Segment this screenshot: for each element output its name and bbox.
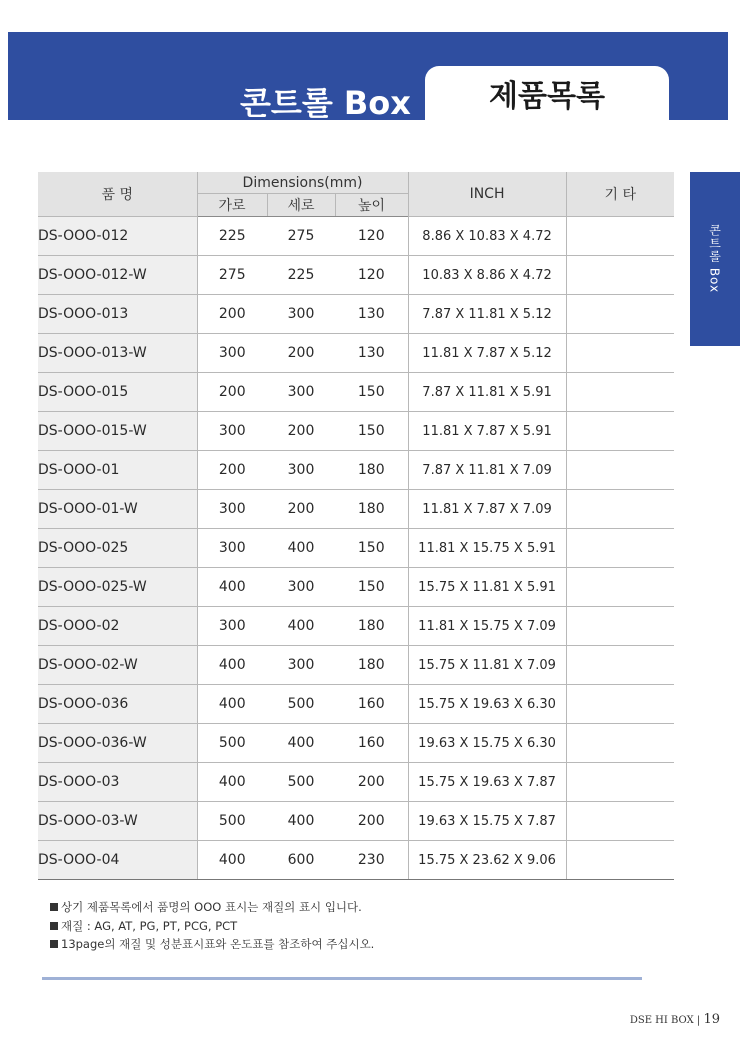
cell-inch: 7.87 X 11.81 X 5.12 bbox=[408, 295, 566, 334]
cell-inch: 11.81 X 7.87 X 5.12 bbox=[408, 334, 566, 373]
table-row bbox=[38, 490, 674, 529]
cell-etc bbox=[566, 529, 674, 568]
cell-etc bbox=[566, 607, 674, 646]
cell-width: 200 bbox=[197, 451, 267, 490]
table-row bbox=[38, 217, 674, 256]
cell-etc bbox=[566, 724, 674, 763]
cell-height: 120 bbox=[335, 217, 408, 256]
cell-height: 150 bbox=[335, 412, 408, 451]
cell-etc bbox=[566, 217, 674, 256]
table-row bbox=[38, 451, 674, 490]
cell-depth: 400 bbox=[267, 724, 335, 763]
cell-depth: 400 bbox=[267, 529, 335, 568]
cell-width: 500 bbox=[197, 724, 267, 763]
header-etc: 기 타 bbox=[566, 172, 674, 217]
cell-height: 180 bbox=[335, 490, 408, 529]
cell-etc bbox=[566, 451, 674, 490]
cell-width: 275 bbox=[197, 256, 267, 295]
cell-width: 200 bbox=[197, 295, 267, 334]
cell-height: 200 bbox=[335, 763, 408, 802]
table-row bbox=[38, 373, 674, 412]
cell-depth: 200 bbox=[267, 490, 335, 529]
cell-inch: 19.63 X 15.75 X 6.30 bbox=[408, 724, 566, 763]
cell-depth: 275 bbox=[267, 217, 335, 256]
cell-height: 150 bbox=[335, 568, 408, 607]
cell-depth: 500 bbox=[267, 685, 335, 724]
cell-product-name: DS-OOO-013-W bbox=[38, 334, 197, 373]
table-row bbox=[38, 529, 674, 568]
product-table-body bbox=[38, 217, 674, 880]
header-dimensions: Dimensions(mm) bbox=[197, 172, 408, 194]
cell-etc bbox=[566, 802, 674, 841]
cell-depth: 300 bbox=[267, 451, 335, 490]
cell-product-name: DS-OOO-02 bbox=[38, 607, 197, 646]
note-text: 상기 제품목록에서 품명의 OOO 표시는 재질의 표시 입니다. bbox=[61, 900, 362, 914]
square-bullet-icon bbox=[50, 922, 58, 930]
cell-etc bbox=[566, 685, 674, 724]
cell-product-name: DS-OOO-025 bbox=[38, 529, 197, 568]
cell-height: 200 bbox=[335, 802, 408, 841]
cell-depth: 300 bbox=[267, 646, 335, 685]
table-row bbox=[38, 841, 674, 880]
cell-product-name: DS-OOO-012-W bbox=[38, 256, 197, 295]
cell-height: 130 bbox=[335, 334, 408, 373]
table-row bbox=[38, 802, 674, 841]
cell-width: 300 bbox=[197, 334, 267, 373]
cell-height: 180 bbox=[335, 607, 408, 646]
cell-height: 150 bbox=[335, 373, 408, 412]
cell-inch: 8.86 X 10.83 X 4.72 bbox=[408, 217, 566, 256]
table-row bbox=[38, 412, 674, 451]
cell-etc bbox=[566, 763, 674, 802]
cell-etc bbox=[566, 295, 674, 334]
cell-depth: 500 bbox=[267, 763, 335, 802]
cell-height: 180 bbox=[335, 646, 408, 685]
cell-inch: 11.81 X 15.75 X 5.91 bbox=[408, 529, 566, 568]
page-title: 제품목록 bbox=[489, 79, 605, 114]
header-height: 높이 bbox=[335, 194, 408, 217]
cell-depth: 600 bbox=[267, 841, 335, 880]
cell-product-name: DS-OOO-036 bbox=[38, 685, 197, 724]
product-table bbox=[38, 172, 674, 880]
cell-inch: 15.75 X 11.81 X 5.91 bbox=[408, 568, 566, 607]
cell-inch: 19.63 X 15.75 X 7.87 bbox=[408, 802, 566, 841]
cell-product-name: DS-OOO-04 bbox=[38, 841, 197, 880]
header-product-name: 품 명 bbox=[38, 172, 197, 217]
cell-depth: 400 bbox=[267, 802, 335, 841]
cell-height: 150 bbox=[335, 529, 408, 568]
table-row bbox=[38, 256, 674, 295]
cell-width: 400 bbox=[197, 685, 267, 724]
footer-separator: | bbox=[696, 1015, 701, 1026]
cell-height: 230 bbox=[335, 841, 408, 880]
cell-product-name: DS-OOO-036-W bbox=[38, 724, 197, 763]
cell-etc bbox=[566, 412, 674, 451]
cell-product-name: DS-OOO-015-W bbox=[38, 412, 197, 451]
cell-product-name: DS-OOO-012 bbox=[38, 217, 197, 256]
cell-height: 160 bbox=[335, 724, 408, 763]
cell-width: 300 bbox=[197, 529, 267, 568]
cell-height: 180 bbox=[335, 451, 408, 490]
cell-inch: 7.87 X 11.81 X 7.09 bbox=[408, 451, 566, 490]
cell-product-name: DS-OOO-02-W bbox=[38, 646, 197, 685]
bottom-divider bbox=[42, 977, 642, 980]
cell-width: 225 bbox=[197, 217, 267, 256]
cell-product-name: DS-OOO-03 bbox=[38, 763, 197, 802]
cell-depth: 300 bbox=[267, 568, 335, 607]
cell-inch: 10.83 X 8.86 X 4.72 bbox=[408, 256, 566, 295]
cell-product-name: DS-OOO-015 bbox=[38, 373, 197, 412]
footer-brand: DSE HI BOX bbox=[629, 1015, 694, 1026]
cell-product-name: DS-OOO-01-W bbox=[38, 490, 197, 529]
cell-width: 300 bbox=[197, 490, 267, 529]
cell-product-name: DS-OOO-03-W bbox=[38, 802, 197, 841]
note-line bbox=[50, 917, 650, 936]
cell-product-name: DS-OOO-025-W bbox=[38, 568, 197, 607]
cell-etc bbox=[566, 841, 674, 880]
note-line bbox=[50, 935, 650, 954]
cell-etc bbox=[566, 646, 674, 685]
note-line bbox=[50, 898, 650, 917]
cell-width: 400 bbox=[197, 568, 267, 607]
cell-inch: 11.81 X 7.87 X 7.09 bbox=[408, 490, 566, 529]
cell-etc bbox=[566, 256, 674, 295]
note-text: 재질 : AG, AT, PG, PT, PCG, PCT bbox=[61, 918, 238, 933]
square-bullet-icon bbox=[50, 903, 58, 911]
cell-width: 300 bbox=[197, 607, 267, 646]
page-footer bbox=[560, 1012, 720, 1027]
cell-depth: 200 bbox=[267, 334, 335, 373]
cell-inch: 15.75 X 19.63 X 7.87 bbox=[408, 763, 566, 802]
cell-inch: 11.81 X 15.75 X 7.09 bbox=[408, 607, 566, 646]
cell-depth: 400 bbox=[267, 607, 335, 646]
cell-depth: 300 bbox=[267, 373, 335, 412]
cell-width: 300 bbox=[197, 412, 267, 451]
cell-inch: 15.75 X 19.63 X 6.30 bbox=[408, 685, 566, 724]
cell-etc bbox=[566, 334, 674, 373]
cell-inch: 11.81 X 7.87 X 5.91 bbox=[408, 412, 566, 451]
cell-depth: 300 bbox=[267, 295, 335, 334]
side-section-label: 콘트롤 Box bbox=[707, 224, 722, 294]
cell-inch: 15.75 X 23.62 X 9.06 bbox=[408, 841, 566, 880]
page-number: 19 bbox=[703, 1012, 720, 1027]
cell-inch: 15.75 X 11.81 X 7.09 bbox=[408, 646, 566, 685]
cell-etc bbox=[566, 568, 674, 607]
table-row bbox=[38, 763, 674, 802]
note-text: 13page의 재질 및 성분표시표와 온도표를 참조하여 주십시오. bbox=[61, 937, 375, 951]
table-row bbox=[38, 295, 674, 334]
table-row bbox=[38, 334, 674, 373]
cell-height: 120 bbox=[335, 256, 408, 295]
cell-width: 400 bbox=[197, 841, 267, 880]
square-bullet-icon bbox=[50, 940, 58, 948]
header-width: 가로 bbox=[197, 194, 267, 217]
table-row bbox=[38, 646, 674, 685]
banner-category: 콘트롤 Box bbox=[240, 84, 411, 120]
cell-depth: 225 bbox=[267, 256, 335, 295]
table-row bbox=[38, 568, 674, 607]
cell-height: 160 bbox=[335, 685, 408, 724]
cell-depth: 200 bbox=[267, 412, 335, 451]
header-inch: INCH bbox=[408, 172, 566, 217]
cell-width: 400 bbox=[197, 646, 267, 685]
cell-width: 500 bbox=[197, 802, 267, 841]
table-row bbox=[38, 724, 674, 763]
table-row bbox=[38, 685, 674, 724]
cell-inch: 7.87 X 11.81 X 5.91 bbox=[408, 373, 566, 412]
cell-height: 130 bbox=[335, 295, 408, 334]
cell-width: 200 bbox=[197, 373, 267, 412]
cell-width: 400 bbox=[197, 763, 267, 802]
notes bbox=[50, 898, 650, 954]
cell-etc bbox=[566, 490, 674, 529]
cell-product-name: DS-OOO-01 bbox=[38, 451, 197, 490]
table-row bbox=[38, 607, 674, 646]
cell-etc bbox=[566, 373, 674, 412]
header-depth: 세로 bbox=[267, 194, 335, 217]
cell-product-name: DS-OOO-013 bbox=[38, 295, 197, 334]
